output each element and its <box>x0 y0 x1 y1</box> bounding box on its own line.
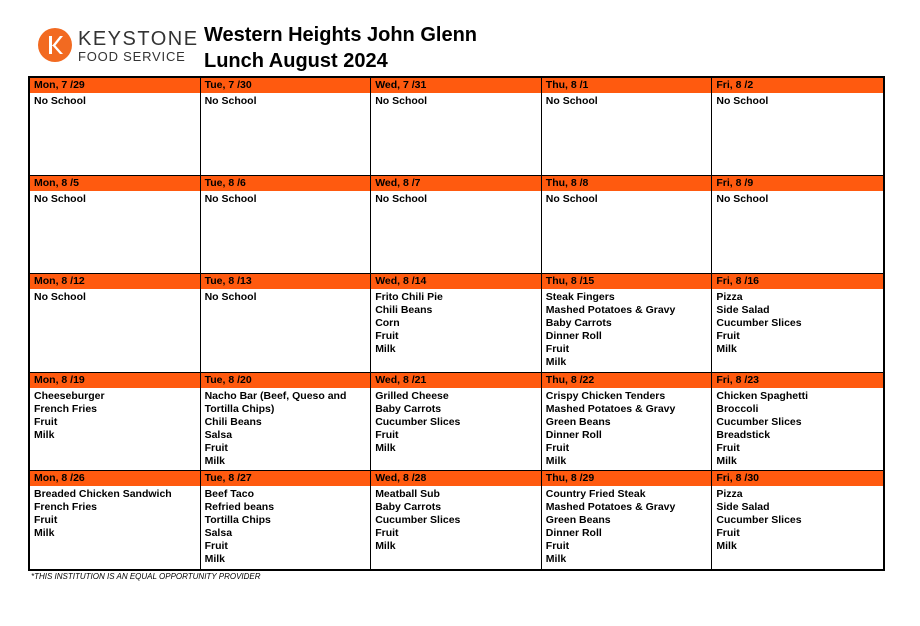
menu-item: Side Salad <box>716 500 770 513</box>
menu-item: Broccoli <box>716 402 759 415</box>
menu-item: Fruit <box>204 539 228 552</box>
menu-item: Fruit <box>545 343 570 356</box>
day-date-header: Thu, 8 /29 <box>542 471 712 486</box>
day-date-header: Thu, 8 /8 <box>542 176 712 191</box>
menu-item: French Fries <box>34 500 98 513</box>
menu-item: Milk <box>375 441 396 454</box>
menu-item: Dinner Roll <box>545 330 602 343</box>
menu-item: Milk <box>545 552 567 565</box>
calendar-day-cell <box>201 373 372 471</box>
menu-item: No School <box>375 95 428 107</box>
menu-item: Fruit <box>375 330 399 343</box>
title-line1: Western Heights John Glenn <box>204 24 477 46</box>
menu-item: Cucumber Slices <box>375 415 461 428</box>
menu-item: French Fries <box>34 402 98 415</box>
menu-item: Fruit <box>545 539 570 552</box>
menu-item: Fruit <box>545 441 570 454</box>
calendar-day-cell <box>542 373 713 471</box>
calendar-day-cell <box>542 471 713 569</box>
menu-item: Meatball Sub <box>375 487 440 500</box>
calendar-day-cell <box>30 176 201 274</box>
menu-items-list <box>30 289 200 304</box>
menu-item: Fruit <box>34 513 58 526</box>
menu-item: Cheeseburger <box>34 389 105 402</box>
day-date-header: Tue, 8 /6 <box>201 176 371 191</box>
day-date-header: Wed, 8 /14 <box>371 274 541 289</box>
menu-item: Milk <box>716 343 737 356</box>
menu-item: Side Salad <box>716 304 770 317</box>
menu-items-list <box>201 388 371 468</box>
calendar-day-cell <box>542 176 713 274</box>
calendar-day-cell <box>201 274 372 372</box>
menu-item: Salsa <box>204 526 233 539</box>
day-date-header: Fri, 8 /16 <box>712 274 883 289</box>
menu-item: Cucumber Slices <box>716 317 802 330</box>
menu-item: No School <box>716 193 769 206</box>
day-date-header: Tue, 8 /27 <box>201 471 371 486</box>
day-date-header: Mon, 8 /5 <box>30 176 200 191</box>
menu-item: Cucumber Slices <box>375 513 461 526</box>
day-date-header: Mon, 8 /19 <box>30 373 200 388</box>
day-date-header: Tue, 8 /13 <box>201 274 371 289</box>
menu-item: Baby Carrots <box>375 500 442 513</box>
menu-item: Breaded Chicken Sandwich <box>34 487 172 500</box>
day-date-header: Fri, 8 /23 <box>712 373 883 388</box>
menu-item: Milk <box>545 356 567 369</box>
day-date-header: Wed, 8 /7 <box>371 176 541 191</box>
day-date-header: Thu, 8 /15 <box>542 274 712 289</box>
calendar-day-cell <box>371 471 542 569</box>
keystone-k-icon <box>38 28 72 62</box>
menu-item: Frito Chili Pie <box>375 291 443 304</box>
menu-item: Green Beans <box>545 513 611 526</box>
menu-item: Chili Beans <box>204 415 262 428</box>
title-line2: Lunch August 2024 <box>204 50 388 72</box>
day-date-header: Mon, 8 /26 <box>30 471 200 486</box>
menu-item: Refried beans <box>204 500 275 513</box>
calendar-day-cell <box>542 274 713 372</box>
menu-items-list <box>542 486 712 566</box>
menu-item: Tortilla Chips <box>204 513 271 526</box>
day-date-header: Fri, 8 /30 <box>712 471 883 486</box>
menu-items-list <box>371 388 541 455</box>
menu-item: Milk <box>204 552 226 565</box>
calendar-day-cell <box>712 373 883 471</box>
menu-items-list <box>371 289 541 356</box>
menu-item: No School <box>375 193 428 206</box>
menu-item: Crispy Chicken Tenders <box>545 389 666 402</box>
menu-items-list <box>201 93 371 108</box>
menu-item: Mashed Potatoes & Gravy <box>545 402 676 415</box>
menu-item: Mashed Potatoes & Gravy <box>545 500 676 513</box>
day-date-header: Mon, 7 /29 <box>30 78 200 93</box>
menu-item: Fruit <box>375 526 399 539</box>
menu-item: No School <box>204 193 257 206</box>
calendar-day-cell <box>712 471 883 569</box>
menu-item: Dinner Roll <box>545 526 602 539</box>
menu-item: Country Fried Steak <box>545 487 646 500</box>
logo-text-line1: KEYSTONE <box>78 28 199 50</box>
menu-items-list <box>712 191 883 206</box>
menu-item: Salsa <box>204 428 233 441</box>
menu-item: Milk <box>204 454 226 467</box>
menu-item: No School <box>34 95 86 107</box>
menu-items-list <box>712 289 883 356</box>
menu-item: Fruit <box>375 428 399 441</box>
menu-item: Grilled Cheese <box>375 389 449 402</box>
day-date-header: Tue, 7 /30 <box>201 78 371 93</box>
day-date-header: Fri, 8 /9 <box>712 176 883 191</box>
menu-items-list <box>371 191 541 206</box>
menu-item: Green Beans <box>545 415 611 428</box>
menu-items-list <box>712 93 883 108</box>
menu-item: Fruit <box>716 526 740 539</box>
menu-items-list <box>30 191 200 206</box>
menu-item: No School <box>716 95 769 107</box>
day-date-header: Mon, 8 /12 <box>30 274 200 289</box>
calendar-day-cell <box>712 78 883 176</box>
day-date-header: Fri, 8 /2 <box>712 78 883 93</box>
menu-item: No School <box>545 193 598 206</box>
menu-item: Breadstick <box>716 428 771 441</box>
calendar-day-cell <box>371 373 542 471</box>
menu-items-list <box>201 289 371 304</box>
menu-item: Baby Carrots <box>545 317 612 330</box>
menu-item: Milk <box>545 454 567 467</box>
menu-items-list <box>542 191 712 206</box>
calendar-day-cell <box>30 373 201 471</box>
calendar-day-cell <box>371 274 542 372</box>
menu-item: Cucumber Slices <box>716 415 802 428</box>
lunch-calendar-grid <box>28 76 885 571</box>
menu-item: Fruit <box>716 330 740 343</box>
menu-items-list <box>712 486 883 553</box>
menu-item: Baby Carrots <box>375 402 442 415</box>
menu-items-list <box>30 388 200 442</box>
menu-item: Corn <box>375 317 400 330</box>
day-date-header: Thu, 8 /22 <box>542 373 712 388</box>
menu-items-list <box>371 486 541 553</box>
day-date-header: Wed, 8 /21 <box>371 373 541 388</box>
menu-item: Steak Fingers <box>545 291 615 304</box>
menu-items-list <box>712 388 883 468</box>
menu-items-list <box>542 289 712 369</box>
calendar-day-cell <box>542 78 713 176</box>
menu-item: No School <box>545 95 598 107</box>
menu-item: Milk <box>34 526 55 539</box>
menu-item: Dinner Roll <box>545 428 602 441</box>
calendar-day-cell <box>30 274 201 372</box>
menu-items-list <box>371 93 541 108</box>
calendar-day-cell <box>201 78 372 176</box>
day-date-header: Tue, 8 /20 <box>201 373 371 388</box>
menu-item: Fruit <box>204 441 228 454</box>
menu-item: Beef Taco <box>204 487 254 500</box>
menu-items-list <box>30 93 200 108</box>
page-title <box>204 22 477 74</box>
equal-opportunity-footer: *THIS INSTITUTION IS AN EQUAL OPPORTUNITY PROVIDER <box>31 572 261 581</box>
menu-item: Mashed Potatoes & Gravy <box>545 304 676 317</box>
menu-item: Milk <box>716 454 737 467</box>
keystone-logo <box>38 28 199 66</box>
calendar-day-cell <box>371 78 542 176</box>
day-date-header: Thu, 8 /1 <box>542 78 712 93</box>
menu-item: No School <box>34 291 86 304</box>
menu-item: Milk <box>375 343 396 356</box>
menu-item: Fruit <box>34 415 58 428</box>
menu-item: Milk <box>716 539 737 552</box>
menu-items-list <box>542 388 712 468</box>
logo-text-line2: FOOD SERVICE <box>78 49 186 64</box>
day-date-header: Wed, 7 /31 <box>371 78 541 93</box>
calendar-day-cell <box>30 78 201 176</box>
menu-items-list <box>201 486 371 566</box>
menu-item: Fruit <box>716 441 740 454</box>
calendar-day-cell <box>371 176 542 274</box>
calendar-day-cell <box>30 471 201 569</box>
calendar-day-cell <box>201 176 372 274</box>
menu-item: Chicken Spaghetti <box>716 389 808 402</box>
calendar-day-cell <box>201 471 372 569</box>
menu-item: Cucumber Slices <box>716 513 802 526</box>
menu-item: No School <box>204 291 257 304</box>
menu-item: Nacho Bar (Beef, Queso and Tortilla Chips) <box>204 389 347 415</box>
menu-items-list <box>542 93 712 108</box>
menu-items-list <box>201 191 371 206</box>
menu-item: Milk <box>375 539 396 552</box>
calendar-day-cell <box>712 274 883 372</box>
menu-item: Pizza <box>716 291 743 304</box>
menu-item: No School <box>204 95 257 107</box>
calendar-day-cell <box>712 176 883 274</box>
menu-item: Pizza <box>716 487 743 500</box>
menu-item: No School <box>34 193 86 206</box>
menu-item: Chili Beans <box>375 304 433 317</box>
menu-item: Milk <box>34 428 55 441</box>
day-date-header: Wed, 8 /28 <box>371 471 541 486</box>
menu-items-list <box>30 486 200 540</box>
